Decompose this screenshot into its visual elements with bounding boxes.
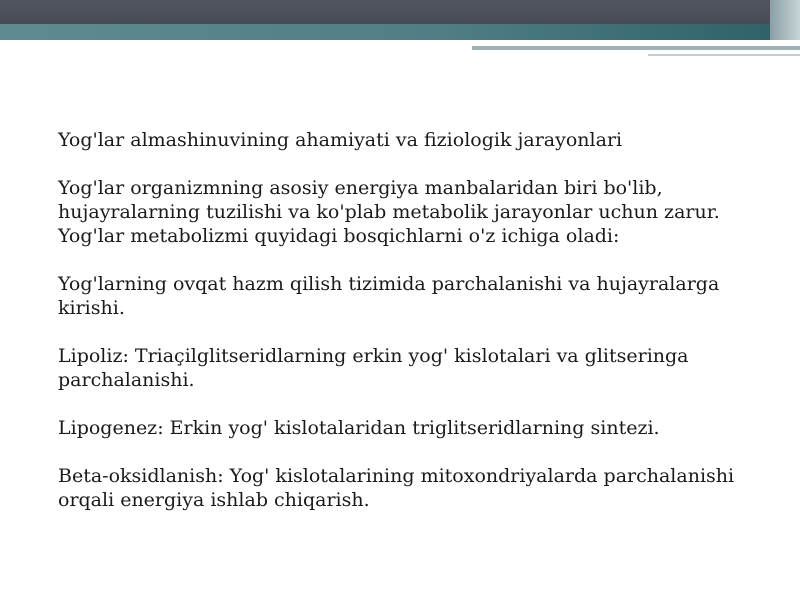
slide-content [58, 128, 758, 536]
point-lipolysis: Lipoliz: Triaçilglitseridlarning erkin yog' kislotalari va glitseringa parchalanishi. [58, 345, 689, 391]
decorative-rule-thin [648, 54, 800, 56]
decorative-rule-thick [472, 46, 800, 50]
point-lipogenesis: Lipogenez: Erkin yog' kislotalaridan triglitseridlarning sintezi. [58, 417, 660, 439]
slide-title: Yog'lar almashinuvining ahamiyati va fiziologik jarayonlari [58, 129, 623, 151]
intro-paragraph: Yog'lar organizmning asosiy energiya manbalaridan biri bo'lib, hujayralarning tuzilishi va ko'plab metabolik jarayonlar uchun zarur. Yog'lar metabolizmi quyidagi bosqichlarni o'z ichiga oladi: [58, 177, 720, 247]
point-beta-oxidation: Beta-oksidlanish: Yog' kislotalarining mitoxondriyalarda parchalanishi orqali energiya ishlab chiqarish. [58, 465, 735, 511]
header-accent-stripe [0, 24, 800, 40]
header-shine [770, 0, 800, 40]
point-digestion: Yog'larning ovqat hazm qilish tizimida parchalanishi va hujayralarga kirishi. [58, 273, 720, 319]
